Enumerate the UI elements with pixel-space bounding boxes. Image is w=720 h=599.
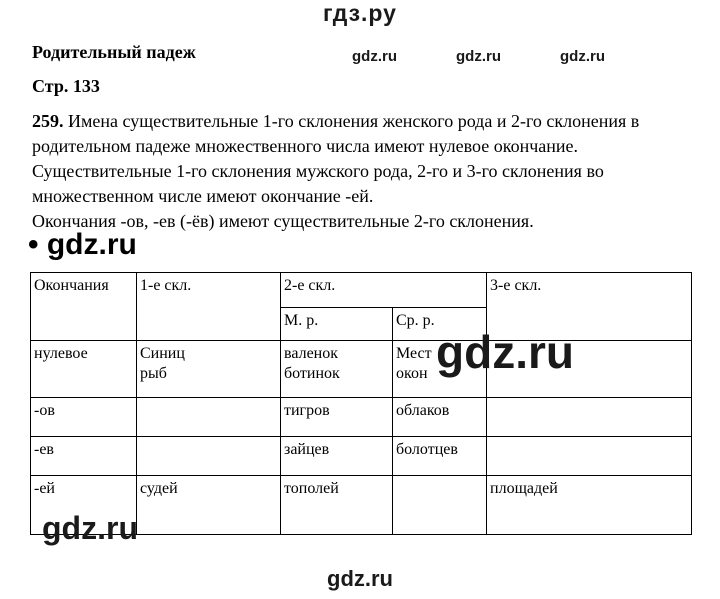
cell-masculine: зайцев: [281, 437, 393, 476]
cell-masculine: тополей: [281, 476, 393, 535]
exercise-line-2: родительном падеже множественного числа имеют нулевое окончание.: [32, 136, 579, 156]
table-row: [31, 398, 692, 437]
exercise-line-5: Окончания -ов, -ев (-ёв) имеют существительные 2-го склонения.: [32, 211, 534, 231]
cell-masculine: тигров: [281, 398, 393, 437]
header-endings: Окончания: [31, 273, 137, 341]
watermark-top: гдз.ру: [323, 0, 397, 26]
page-reference: Стр. 133: [32, 76, 100, 96]
exercise-number: 259.: [32, 111, 64, 131]
watermark-big-3: gdz.ru: [42, 510, 138, 546]
cell-neuter: [393, 476, 487, 535]
exercise-line-1: 259. Имена существительные 1-го склонения женского рода и 2-го склонения в: [32, 111, 640, 131]
cell-masculine: валенок ботинок: [281, 341, 393, 398]
table-row: [31, 341, 692, 398]
cell-ending: -ей: [31, 476, 137, 535]
watermark-small-3: gdz.ru: [560, 48, 605, 65]
watermark-big-1: • gdz.ru: [28, 228, 137, 261]
header-decl3: 3-е скл.: [487, 273, 692, 341]
watermark-big-2: gdz.ru: [436, 326, 574, 378]
header-decl1: 1-е скл.: [137, 273, 281, 341]
cell-decl3: площадей: [487, 476, 692, 535]
declension-table: [30, 272, 692, 535]
cell-decl3: [487, 398, 692, 437]
header-decl2: 2-е скл.: [281, 273, 487, 308]
cell-ending: -ов: [31, 398, 137, 437]
cell-ending: -ев: [31, 437, 137, 476]
exercise-line-3: Существительные 1-го склонения мужского рода, 2-го и 3-го склонения во: [32, 161, 604, 181]
cell-decl1: [137, 437, 281, 476]
exercise-text: [32, 109, 702, 234]
cell-decl1: Синиц рыб: [137, 341, 281, 398]
exercise-line-4: множественном числе имеют окончание -ей.: [32, 186, 374, 206]
watermark-small-2: gdz.ru: [456, 48, 501, 65]
table-row: [31, 437, 692, 476]
watermark-small-1: gdz.ru: [352, 48, 397, 65]
header-masculine: М. р.: [281, 308, 393, 341]
cell-decl3: [487, 437, 692, 476]
cell-neuter: Мест окон: [393, 341, 487, 398]
cell-ending: нулевое: [31, 341, 137, 398]
cell-decl1: судей: [137, 476, 281, 535]
watermark-bottom: gdz.ru: [327, 566, 393, 591]
header-neuter: Ср. р.: [393, 308, 487, 341]
section-title: Родительный падеж: [32, 42, 196, 62]
cell-neuter: облаков: [393, 398, 487, 437]
table-header-row: [31, 273, 692, 308]
cell-decl1: [137, 398, 281, 437]
cell-neuter: болотцев: [393, 437, 487, 476]
